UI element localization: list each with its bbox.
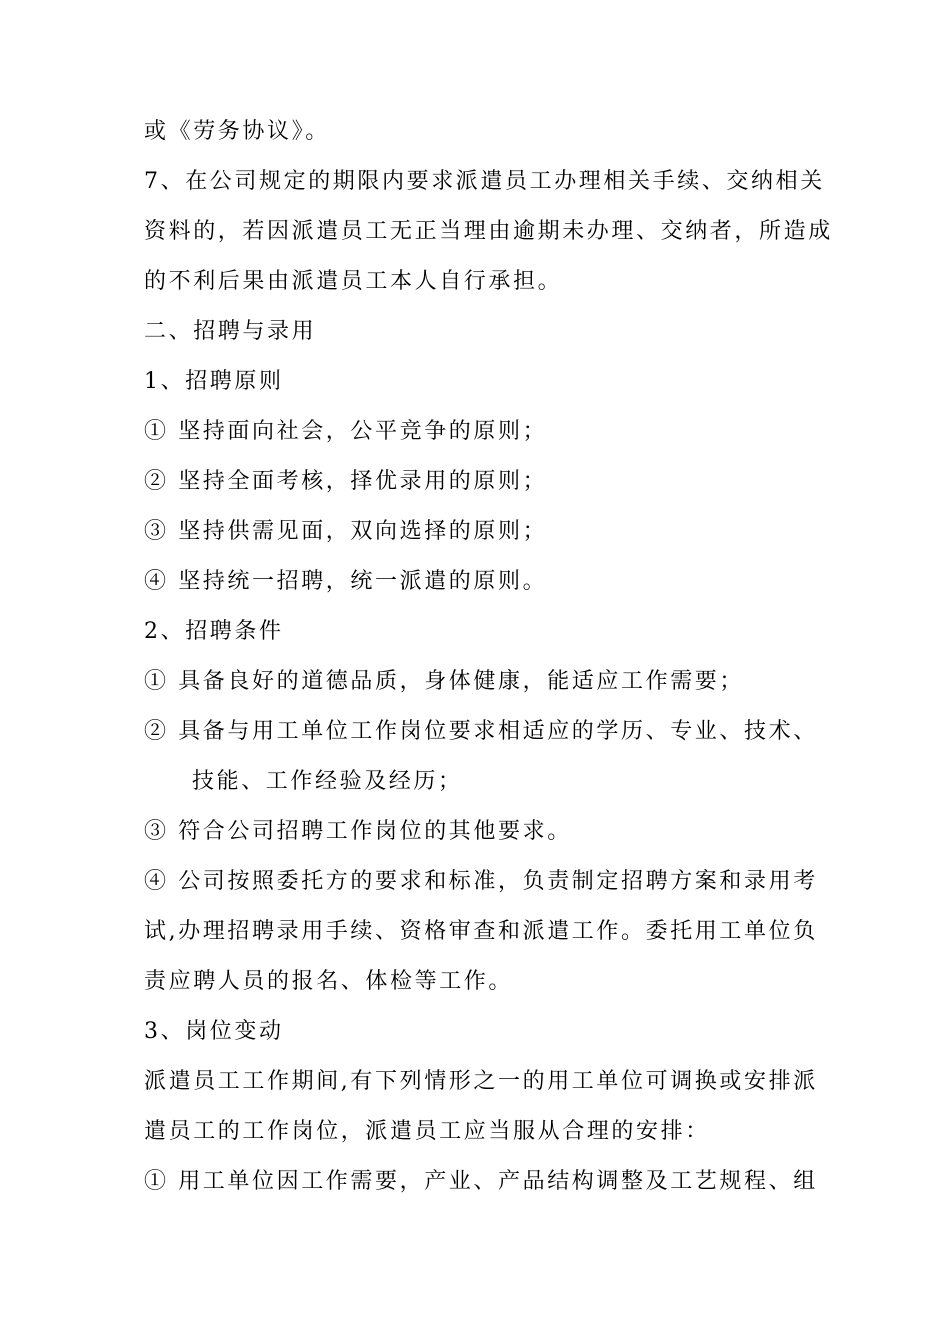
paragraph-line: 的不利后果由派遣员工本人自行承担。 [144,269,563,294]
list-item: ③ 坚持供需见面，双向选择的原则； [144,519,548,544]
list-item: ① 坚持面向社会，公平竞争的原则； [144,419,548,444]
paragraph-line: 或《劳务协议》。 [144,119,330,144]
list-item: ① 用工单位因工作需要，产业、产品结构调整及工艺规程、组 [144,1169,818,1194]
paragraph-line: 责应聘人员的报名、体检等工作。 [144,969,514,994]
paragraph-line: 派遣员工工作期间,有下列情形之一的用工单位可调换或安排派 [144,1069,818,1094]
list-item-continuation: 技能、工作经验及经历； [192,769,463,794]
list-item: ④ 坚持统一招聘，统一派遣的原则。 [144,569,548,594]
list-item: ① 具备良好的道德品质，身体健康，能适应工作需要； [144,669,744,694]
subsection-heading: 3、岗位变动 [144,1019,284,1044]
subsection-heading: 1、招聘原则 [144,369,284,394]
list-item: ② 具备与用工单位工作岗位要求相适应的学历、专业、技术、 [144,719,818,744]
paragraph-line: 资料的，若因派遣员工无正当理由逾期未办理、交纳者，所造成 [144,219,833,244]
list-item: ③ 符合公司招聘工作岗位的其他要求。 [144,819,572,844]
list-item: ④ 公司按照委托方的要求和标准，负责制定招聘方案和录用考 [144,869,818,894]
paragraph-line: 试,办理招聘录用手续、资格审查和派遣工作。委托用工单位负 [144,919,818,944]
document-body [144,107,833,1207]
section-heading: 二、招聘与录用 [144,319,317,344]
list-item: ② 坚持全面考核，择优录用的原则； [144,469,548,494]
paragraph-line: 遣员工的工作岗位，派遣员工应当服从合理的安排： [144,1119,710,1144]
paragraph-line: 7、在公司规定的期限内要求派遣员工办理相关手续、交纳相关 [144,169,825,194]
subsection-heading: 2、招聘条件 [144,619,284,644]
